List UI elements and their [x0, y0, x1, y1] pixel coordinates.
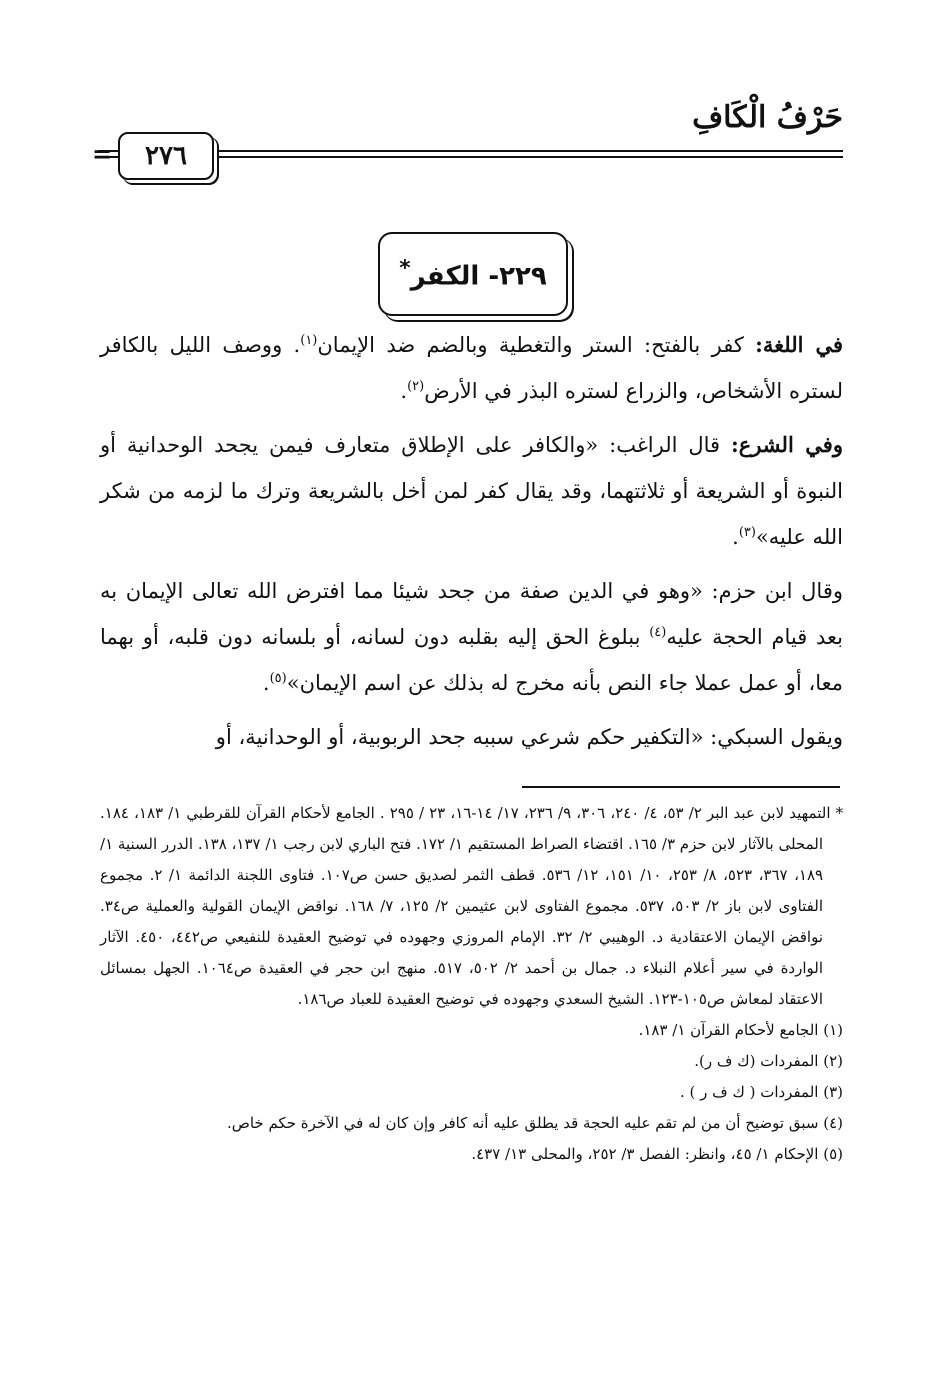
footnote-ref: (٥): [269, 671, 287, 686]
sources-marker: *: [835, 804, 844, 822]
paragraph-lead: وفي الشرع:: [730, 432, 843, 457]
entry-title-marker: *: [399, 256, 411, 282]
paragraph-text: كفر بالفتح: الستر والتغطية وبالضم ضد الإيمان: [317, 333, 756, 357]
page-number: ٢٧٦: [118, 132, 214, 180]
footnote-2: (٢) المفردات (ك ف ر).: [694, 1052, 843, 1070]
paragraph-ibn-hazm: [100, 568, 843, 706]
paragraph-text: .: [400, 379, 408, 403]
footnote-3: (٣) المفردات ( ك ف ر ) .: [679, 1083, 843, 1101]
paragraph-text: .: [262, 671, 270, 695]
paragraph-text: .: [732, 525, 739, 549]
paragraph-subki: [100, 714, 843, 760]
header-eq-mark: =: [92, 139, 113, 168]
paragraph-text: قال الراغب: «والكافر على الإطلاق متعارف فيمن يجحد الوحدانية أو النبوة أو الشريعة أو ثلاثتهما، وقد يقال كفر لمن أخل بالشريعة وترك ما لزمه من شكر الله عليه»: [100, 433, 843, 549]
paragraph-text: ويقول السبكي: «التكفير حكم شرعي سببه جحد الربوبية، أو الوحدانية، أو: [215, 725, 843, 749]
header-rule: [92, 139, 843, 176]
running-title: حَرْفُ الْكَافِ: [692, 100, 843, 135]
footnote-1: (١) الجامع لأحكام القرآن ١/ ١٨٣.: [638, 1021, 843, 1039]
entry-title-text: ٢٢٩- الكفر: [410, 261, 547, 292]
paragraph-text: ببلوغ الحق إليه بقلبه دون لسانه، أو بلسانه دون قلبه، أو بهما معا، أو عمل عملا جاء النص بأنه مخرج له بذلك عن اسم الإيمان»: [100, 625, 843, 695]
footnote-ref: (١): [300, 333, 318, 348]
paragraph-sharia: [100, 422, 843, 560]
paragraph-language: [100, 322, 843, 414]
footnote-ref: (٤): [649, 625, 667, 640]
body-text: [100, 322, 843, 768]
paragraph-text: وقال ابن حزم: «وهو في الدين صفة من جحد شيئا مما افترض الله تعالى الإيمان به بعد قيام الحجة عليه: [100, 579, 844, 649]
footnote-ref: (٣): [738, 525, 756, 540]
sources-text: التمهيد لابن عبد البر ٢/ ٥٣، ٤/ ٢٤٠، ٣٠٦، ٩/ ٢٣٦، ١٧/ ١٤-١٦، ٢٣ / ٢٩٥ . الجامع لأحكام القرآن للقرطبي ١/ ١٨٣، ١٨٤. المحلى بالآثار لابن حزم ٣/ ١٦٥. اقتضاء الصراط المستقيم ١/ ١٧٢. فتح الباري لابن رجب ١/ ١٣٧، ١٣٨. الدرر السنية ١/ ١٨٩، ٣٦٧، ٥٢٣، ٨/ ٢٥٣، ١٠/ ١٥١، ١٢/ ٥٣٦. قطف الثمر لصديق حسن ص١٠٧. فتاوى اللجنة الدائمة ١/ ٢. مجموع الفتاوى لابن باز ٢/ ٥٠٣، ٥٣٧. مجموع الفتاوى لابن عثيمين ٢/ ١٢٥، ٧/ ١٦٨. نواقض الإيمان القولية والعملية ص٣٤. نواقض الإيمان الاعتقادية د. الوهيبي ٢/ ٣٢. الإمام المروزي وجهوده في توضيح العقيدة للنفيعي ص٤٤٢، ٤٥٠. الآثار الواردة في سير أعلام النبلاء د. جمال بن أحمد ٢/ ٥٠٢، ٥١٧. منهج ابن حجر في العقيدة ص١٠٦٤. الجهل بمسائل الاعتقاد لمعاش ص١٠٥-١٢٣. الشيخ السعدي وجهوده في توضيح العقيدة للعباد ص١٨٦.: [100, 804, 831, 1008]
footnote-ref: (٢): [407, 379, 425, 394]
entry-title-box: [378, 232, 568, 316]
footnote-4: (٤) سبق توضيح أن من لم تقم عليه الحجة قد يطلق عليه أنه كافر وإن كان له في الآخرة حكم خاص.: [226, 1114, 843, 1132]
footnote-separator: [522, 786, 840, 788]
entry-title: [399, 256, 546, 292]
footnotes: [100, 798, 843, 1170]
paragraph-text: . ووصف الليل بالكافر لستره الأشخاص، والزراع لستره البذر في الأرض: [100, 333, 843, 403]
paragraph-lead: في اللغة:: [755, 332, 843, 357]
footnote-sources: [100, 798, 843, 1015]
footnote-5: (٥) الإحكام ١/ ٤٥، وانظر: الفصل ٣/ ٢٥٢، والمحلى ١٣/ ٤٣٧.: [471, 1145, 843, 1163]
